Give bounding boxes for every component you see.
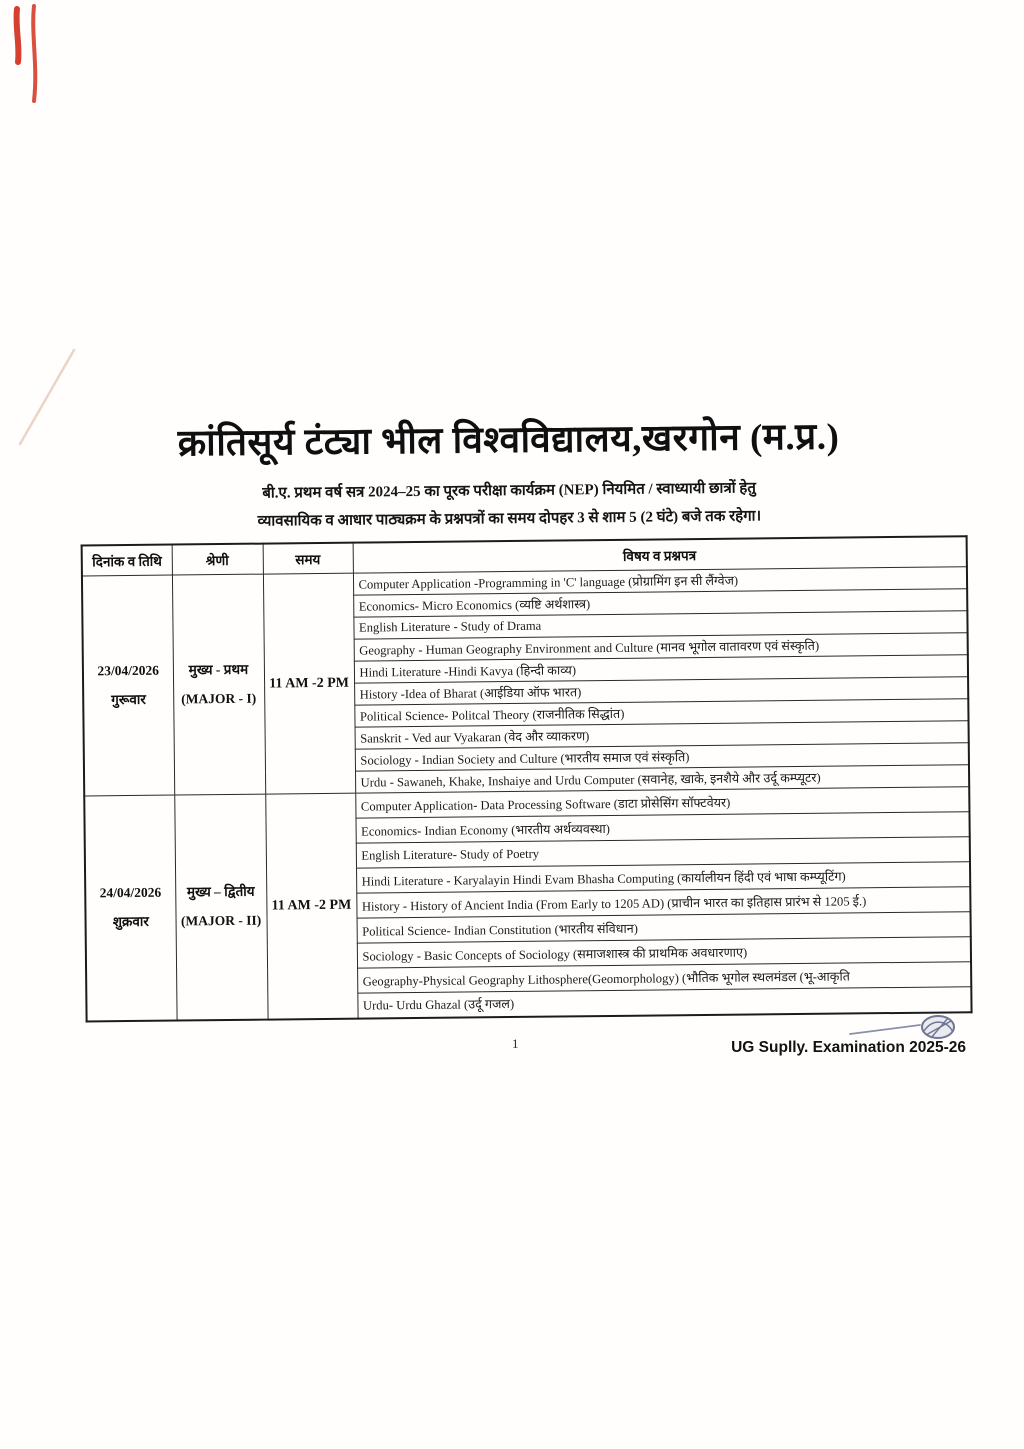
subject-cell: History -Idea of Bharat (आईडिया ऑफ भारत) bbox=[354, 677, 968, 705]
exam-date: 24/04/2026 bbox=[99, 885, 162, 901]
time-cell: 11 AM -2 PM bbox=[263, 573, 355, 794]
subject-cell: Computer Application- Data Processing Software (डाटा प्रोसेसिंग सॉफ्टवेयर) bbox=[355, 787, 969, 818]
subtitle-line-1: बी.ए. प्रथम वर्ष सत्र 2024–25 का पूरक परीक्षा कार्यक्रम (NEP) नियमित / स्वाध्यायी छात्रों हेतु bbox=[262, 480, 756, 502]
column-header-subject: विषय व प्रश्नपत्र bbox=[353, 536, 967, 573]
footer-label: UG Suplly. Examination 2025-26 bbox=[731, 1039, 966, 1056]
time-cell: 11 AM -2 PM bbox=[265, 793, 357, 1019]
subject-cell: Sociology - Basic Concepts of Sociology (समाजशास्त्र की प्राथमिक अवधारणाए) bbox=[357, 937, 971, 968]
page-number: 1 bbox=[512, 1036, 519, 1051]
subject-cell: Urdu - Sawaneh, Khake, Inshaiye and Urdu Computer (सवानेह, खाके, इनशैये और उर्दू कम्प्यूटर) bbox=[355, 765, 969, 793]
column-header-time: समय bbox=[263, 543, 353, 574]
date-cell bbox=[82, 575, 174, 796]
category-english: (MAJOR - I) bbox=[181, 690, 257, 706]
subject-cell: English Literature- Study of Poetry bbox=[356, 837, 970, 868]
subject-cell: Sociology - Indian Society and Culture (भारतीय समाज एवं संस्कृति) bbox=[355, 743, 969, 771]
subject-cell: Political Science- Indian Constitution (भारतीय संविधान) bbox=[357, 912, 971, 943]
subject-cell: Computer Application -Programming in 'C' language (प्रोग्रामिंग इन सी लैंग्वेज) bbox=[353, 567, 967, 595]
subtitle-line-2: व्यावसायिक व आधार पाठ्यक्रम के प्रश्नपत्रों का समय दोपहर 3 से शाम 5 (2 घंटे) बजे तक रहेगा। bbox=[257, 508, 762, 530]
subject-cell: Hindi Literature -Hindi Kavya (हिन्दी काव्य) bbox=[354, 655, 968, 683]
category-hindi: मुख्य – द्वितीय bbox=[186, 884, 255, 900]
subject-cell: Geography-Physical Geography Lithosphere(Geomorphology) (भौतिक भूगोल स्थलमंडल (भू-आकृति bbox=[357, 962, 971, 993]
subject-cell: Political Science- Politcal Theory (राजनीतिक सिद्धांत) bbox=[354, 699, 968, 727]
subject-cell: Urdu- Urdu Ghazal (उर्दू गजल) bbox=[357, 987, 971, 1018]
page-title: क्रांतिसूर्य टंट्या भील विश्वविद्यालय,खरगोन (म.प्र.) bbox=[177, 416, 840, 465]
column-header-date: दिनांक व तिथि bbox=[82, 545, 172, 576]
subject-cell: Sanskrit - Ved aur Vyakaran (वेद और व्याकरण) bbox=[355, 721, 969, 749]
subject-cell: Geography - Human Geography Environment and Culture (मानव भूगोल वातावरण एवं संस्कृति) bbox=[354, 633, 968, 661]
category-cell bbox=[172, 574, 265, 795]
subject-cell: English Literature - Study of Drama bbox=[353, 611, 967, 639]
subject-cell: History - History of Ancient India (From Early to 1205 AD) (प्राचीन भारत का इतिहास प्रारंभ से 1205 ई.) bbox=[356, 887, 970, 918]
exam-schedule-table bbox=[81, 535, 973, 1022]
subject-cell: Economics- Micro Economics (व्यष्टि अर्थशास्त्र) bbox=[353, 589, 967, 617]
category-hindi: मुख्य - प्रथम bbox=[188, 661, 249, 678]
subject-cell: Economics- Indian Economy (भारतीय अर्थव्यवस्था) bbox=[355, 812, 969, 843]
exam-day: गुरूवार bbox=[111, 691, 146, 707]
exam-day: शुक्रवार bbox=[112, 913, 149, 929]
column-header-category: श्रेणी bbox=[172, 544, 263, 575]
exam-date: 23/04/2026 bbox=[97, 662, 160, 679]
category-cell bbox=[174, 794, 267, 1020]
subject-cell: Hindi Literature - Karyalayin Hindi Evam Bhasha Computing (कार्यालीयन हिंदी एवं भाषा कम्प्यूटिंग) bbox=[356, 862, 970, 893]
date-cell bbox=[84, 795, 176, 1021]
category-english: (MAJOR - II) bbox=[180, 912, 262, 929]
